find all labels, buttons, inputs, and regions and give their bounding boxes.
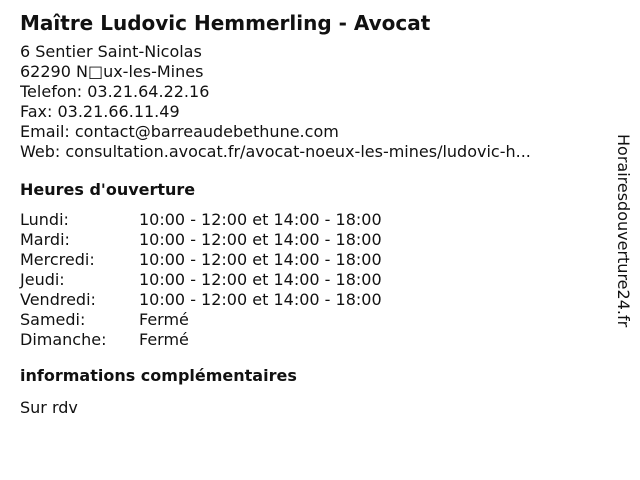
- address-city: 62290 N□ux-les-Mines: [20, 62, 204, 81]
- email-line: Email: contact@barreaudebethune.com: [20, 122, 339, 141]
- hours-day: Samedi:: [20, 310, 86, 329]
- hours-row-monday: [20, 210, 600, 230]
- additional-info-heading: informations complémentaires: [20, 366, 297, 385]
- address-street: 6 Sentier Saint-Nicolas: [20, 42, 202, 61]
- hours-row-sunday: [20, 330, 600, 350]
- page-title: Maître Ludovic Hemmerling - Avocat: [20, 11, 431, 35]
- hours-day: Dimanche:: [20, 330, 107, 349]
- hours-row-thursday: [20, 270, 600, 290]
- hours-day: Lundi:: [20, 210, 69, 229]
- web-line: Web: consultation.avocat.fr/avocat-noeux-les-mines/ludovic-h...: [20, 142, 531, 161]
- hours-time: 10:00 - 12:00 et 14:00 - 18:00: [139, 290, 382, 309]
- hours-day: Vendredi:: [20, 290, 96, 309]
- hours-row-saturday: [20, 310, 600, 330]
- hours-time: 10:00 - 12:00 et 14:00 - 18:00: [139, 210, 382, 229]
- hours-time: Fermé: [139, 330, 189, 349]
- hours-time: 10:00 - 12:00 et 14:00 - 18:00: [139, 230, 382, 249]
- business-card: [20, 10, 600, 418]
- additional-info-text: Sur rdv: [20, 398, 78, 417]
- phone-line: Telefon: 03.21.64.22.16: [20, 82, 210, 101]
- hours-day: Jeudi:: [20, 270, 65, 289]
- opening-hours-heading: Heures d'ouverture: [20, 180, 196, 199]
- hours-row-friday: [20, 290, 600, 310]
- hours-time: Fermé: [139, 310, 189, 329]
- fax-line: Fax: 03.21.66.11.49: [20, 102, 180, 121]
- hours-day: Mardi:: [20, 230, 70, 249]
- hours-day: Mercredi:: [20, 250, 95, 269]
- hours-row-wednesday: [20, 250, 600, 270]
- brand-watermark: Horairesdouverture24.fr: [614, 134, 633, 328]
- hours-time: 10:00 - 12:00 et 14:00 - 18:00: [139, 250, 382, 269]
- hours-time: 10:00 - 12:00 et 14:00 - 18:00: [139, 270, 382, 289]
- opening-hours-table: [20, 210, 600, 350]
- hours-row-tuesday: [20, 230, 600, 250]
